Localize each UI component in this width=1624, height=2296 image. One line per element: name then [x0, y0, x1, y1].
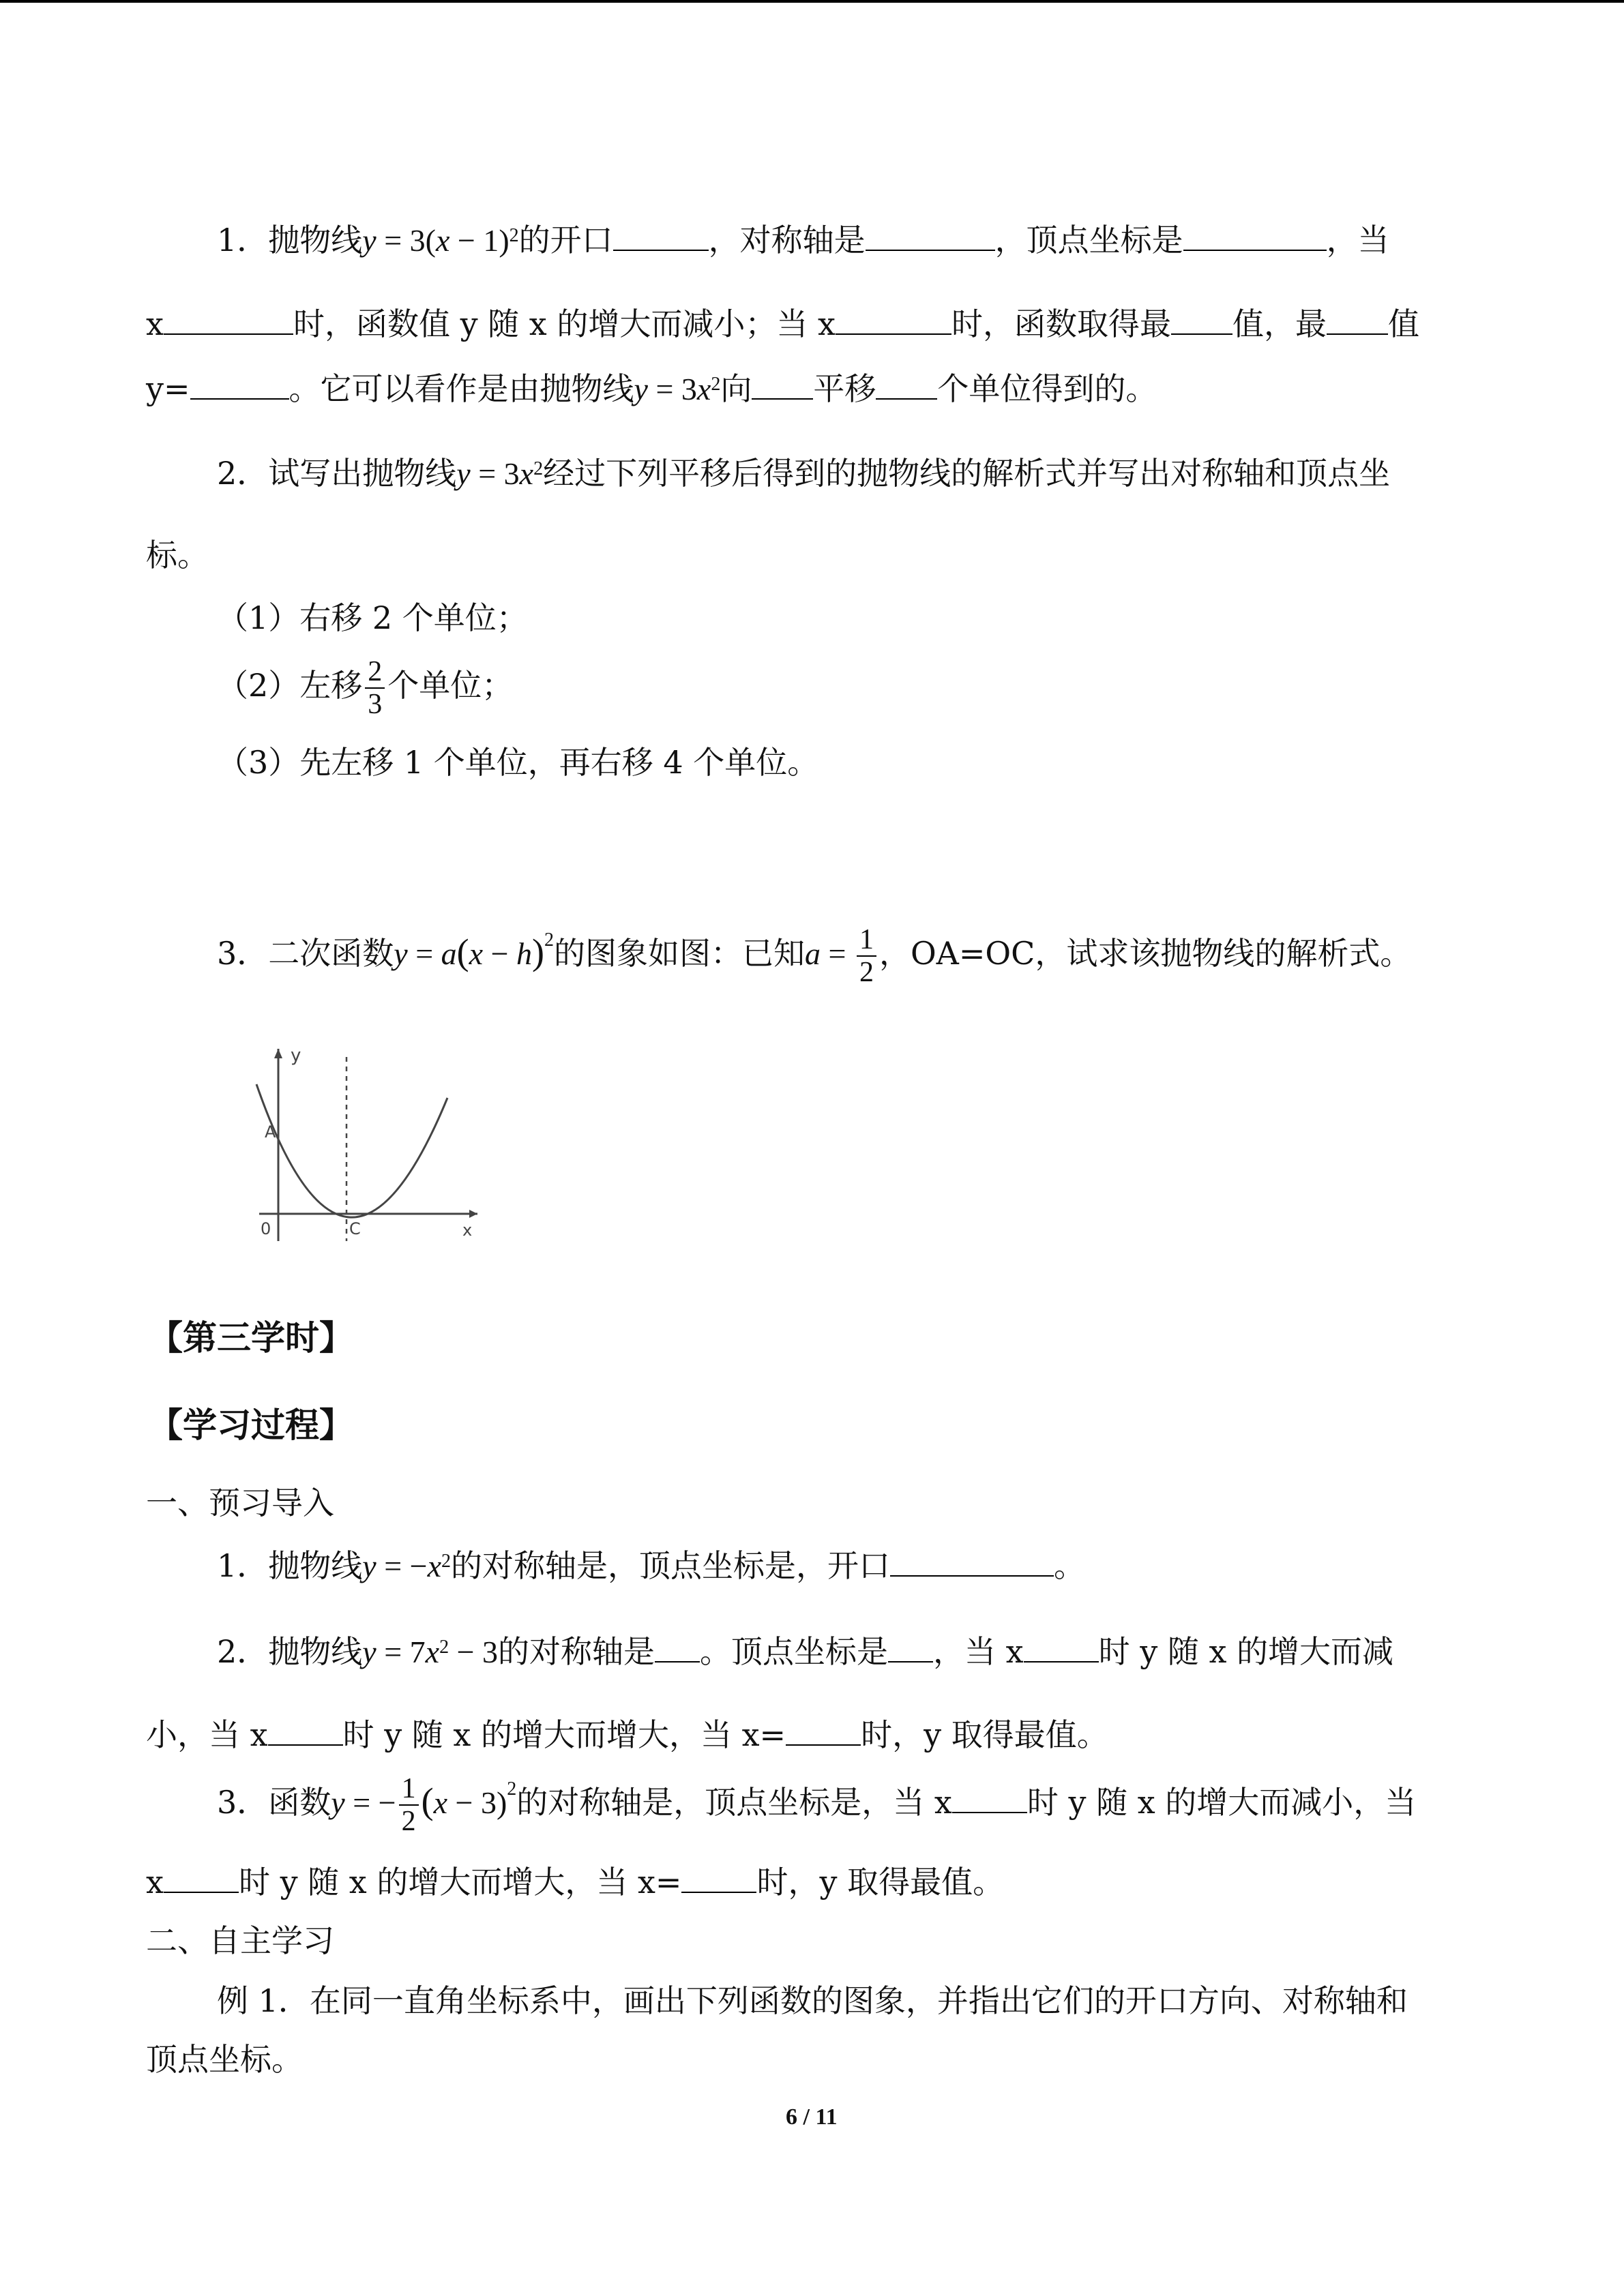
blank: [952, 1785, 1027, 1813]
point-c-label: C: [349, 1219, 361, 1238]
preview-q2-line2: 小，当 x 时 y 随 x 的增大而增大，当 x= 时，y 取得最值。: [146, 1716, 1108, 1753]
q2-sub3: （3）先左移 1 个单位，再右移 4 个单位。: [217, 744, 819, 781]
preview-q2-line1: 2．抛物线$y = 7x^2 - 3$的对称轴是 。顶点坐标是 ，当 x 时 y 随 x 的增大而减: [217, 1633, 1394, 1670]
blank: [164, 1864, 239, 1893]
parabola-graph: [246, 1043, 491, 1248]
point-a-label: A: [265, 1122, 276, 1142]
y-label: y: [291, 1045, 301, 1066]
blank: [1171, 306, 1232, 335]
blank: [164, 306, 293, 335]
q2-sub2: （2）左移 $\frac{2}{3}$ 个单位；: [217, 656, 514, 720]
x-axis-arrow: [469, 1210, 477, 1218]
parabola-curve: [256, 1084, 447, 1217]
blank: [1327, 306, 1388, 335]
blank: [786, 1717, 861, 1746]
preview-q3-line1: 3．函数y = − $\frac{1}{2}$ $(x - 3)^2$的对称轴是，顶点坐标是，当 x 时 y 随 x 的增大而减小，当: [217, 1773, 1417, 1837]
q2-sub1: （1）右移 2 个单位；: [217, 599, 528, 636]
preview-q1: 1．抛物线$y = -x^2$的对称轴是，顶点坐标是，开口 。: [217, 1547, 1086, 1584]
q3-line1: 3．二次函数$y = a(x - h)^2$的图象如图：已知a = $\frac{1}{2}$ ，OA=OC，试求该抛物线的解析式。: [217, 924, 1412, 988]
blank: [876, 371, 937, 400]
section-preview-title: 一、预习导入: [146, 1485, 334, 1521]
x-label: x: [462, 1221, 473, 1240]
blank: [681, 1864, 756, 1893]
example1-line2: 顶点坐标。: [146, 2041, 303, 2078]
blank: [836, 306, 951, 335]
q2-line2: 标。: [146, 537, 209, 573]
q1-line1: 1．抛物线$y = 3(x - 1)^2$的开口 ，对称轴是 ，顶点坐标是 ，当: [217, 222, 1389, 258]
example1-line1: 例 1．在同一直角坐标系中，画出下列函数的图象，并指出它们的开口方向、对称轴和: [217, 1982, 1408, 2019]
blank: [752, 371, 813, 400]
section-self-study-title: 二、自主学习: [146, 1922, 334, 1959]
blank: [268, 1717, 343, 1746]
blank: [890, 1548, 1054, 1577]
blank: [866, 222, 995, 251]
q1-line2: x 时，函数值 y 随 x 的增大而减小；当 x 时，函数取得最 值，最 值: [146, 305, 1419, 342]
preview-q3-line2: x 时 y 随 x 的增大而增大，当 x= 时，y 取得最值。: [146, 1864, 1005, 1900]
blank: [888, 1634, 933, 1663]
top-border: [0, 0, 1624, 3]
y-axis-arrow: [274, 1049, 282, 1058]
origin-label: 0: [261, 1219, 271, 1238]
fraction: $\frac{2}{3}$: [365, 656, 385, 720]
heading-learning-process: 【学习过程】: [149, 1405, 353, 1445]
page-number: 6 / 11: [786, 2104, 838, 2130]
fraction: $\frac{1}{2}$: [399, 1773, 419, 1837]
fraction: $\frac{1}{2}$: [857, 924, 876, 988]
blank: [1183, 222, 1327, 251]
blank: [1024, 1634, 1099, 1663]
blank: [190, 371, 289, 400]
q1-line3: y= 。它可以看作是由抛物线$y = 3x^2$向 平移 个单位得到的。: [146, 370, 1157, 407]
blank: [655, 1634, 700, 1663]
heading-third-period: 【第三学时】: [149, 1318, 353, 1358]
blank: [613, 222, 709, 251]
q2-line1: 2．试写出抛物线$y = 3x^2$经过下列平移后得到的抛物线的解析式并写出对称轴和顶点坐: [217, 455, 1391, 492]
